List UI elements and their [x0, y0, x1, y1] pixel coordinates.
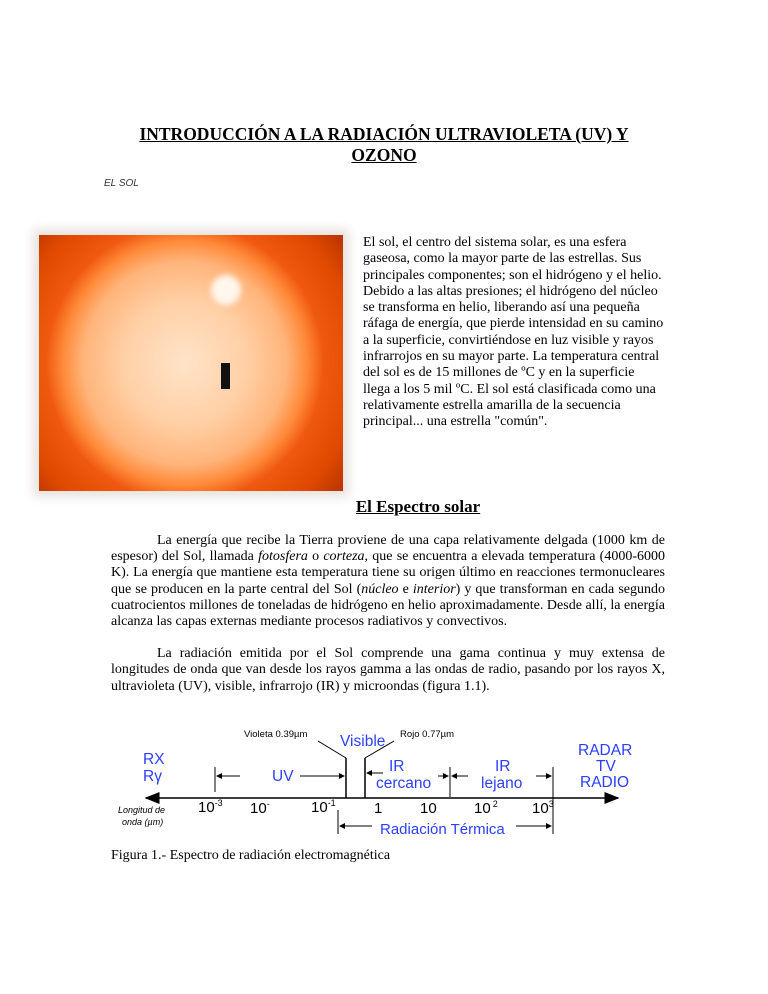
- intro-paragraph: El sol, el centro del sistema solar, es una esfera gaseosa, como la mayor parte de las estrellas. Sus principales componentes; son el hidrógeno y el helio. Debido a las altas presiones; el hidrógeno del núcleo se transforma en helio, liberando así una pequeña ráfaga de energía, que pierde intensidad en su camino a la superficie, convirtiéndose en luz visible y rayos infrarrojos en su mayor parte. La temperatura central del sol es de 15 millones de ºC y en la superficie llega a los 5 mil ºC. El sol está clasificada como una relativamente estrella amarilla de la secuencia principal... una estrella "común".: [363, 235, 664, 430]
- ir-cercano-label: IR: [389, 758, 405, 775]
- figure-caption: Figura 1.- Espectro de radiación electromagnética: [111, 848, 391, 863]
- paragraph-photosphere: La energía que recibe la Tierra proviene de una capa relativamente delgada (1000 km de espesor) del Sol, llamada fotosfera o corteza, que se encuentra a elevada temperatura (4000-6000 K). La energía que mantiene esta temperatura tiene su origen último en reacciones termonucleares que se producen en la parte central del Sol (núcleo e interior) y que transforman en cada segundo cuatrocientos millones de toneladas de hidrógeno en helio aproximadamente. Desde allí, la energía alcanza las capas externas mediante procesos radiativos y convectivos.: [111, 533, 665, 630]
- section-heading: El Espectro solar: [355, 497, 481, 516]
- tick-label-1e-1: $10^{-1}$: [311, 798, 336, 816]
- rgamma-label: Rγ: [143, 768, 162, 785]
- title-line-2: OZONO: [351, 145, 417, 165]
- tick-label-1e3: $10^3$: [532, 799, 554, 817]
- tick-label-10: 10: [420, 800, 437, 817]
- rx-label: RX: [143, 751, 165, 768]
- lejano-label: lejano: [481, 775, 523, 792]
- ir-lejano-label: IR: [495, 758, 511, 775]
- tick-label-1e-3: $10^{-3}$: [198, 798, 223, 816]
- cercano-label: cercano: [376, 775, 432, 792]
- longitud-label-1: Longitud de: [118, 805, 166, 815]
- rojo-label: Rojo 0.77µm: [400, 729, 455, 740]
- tv-label: TV: [596, 758, 616, 775]
- paragraph-spectrum: La radiación emitida por el Sol comprende una gama continua y muy extensa de longitudes de onda que van desde los rayos gamma a las ondas de radio, pasando por los rayos X, ultravioleta (UV), visible, infrarrojo (IR) y microondas (figura 1.1).: [111, 646, 665, 694]
- radio-label: RADIO: [580, 774, 630, 791]
- tick-label-1e-2: 10-: [250, 799, 270, 817]
- tick-label-1e2: 10 $^2$: [474, 799, 498, 817]
- title-line-1: INTRODUCCIÓN A LA RADIACIÓN ULTRAVIOLETA (UV) Y: [139, 124, 629, 144]
- radar-label: RADAR: [578, 742, 633, 759]
- uv-label: UV: [272, 768, 294, 785]
- section-label: EL SOL: [104, 178, 139, 189]
- longitud-label-2: onda (µm): [122, 817, 164, 827]
- violeta-label: Violeta 0.39µm: [244, 729, 308, 740]
- tick-label-1: 1: [374, 800, 383, 817]
- visible-label: Visible: [340, 733, 386, 750]
- radiacion-termica-label: Radiación Térmica: [380, 821, 505, 838]
